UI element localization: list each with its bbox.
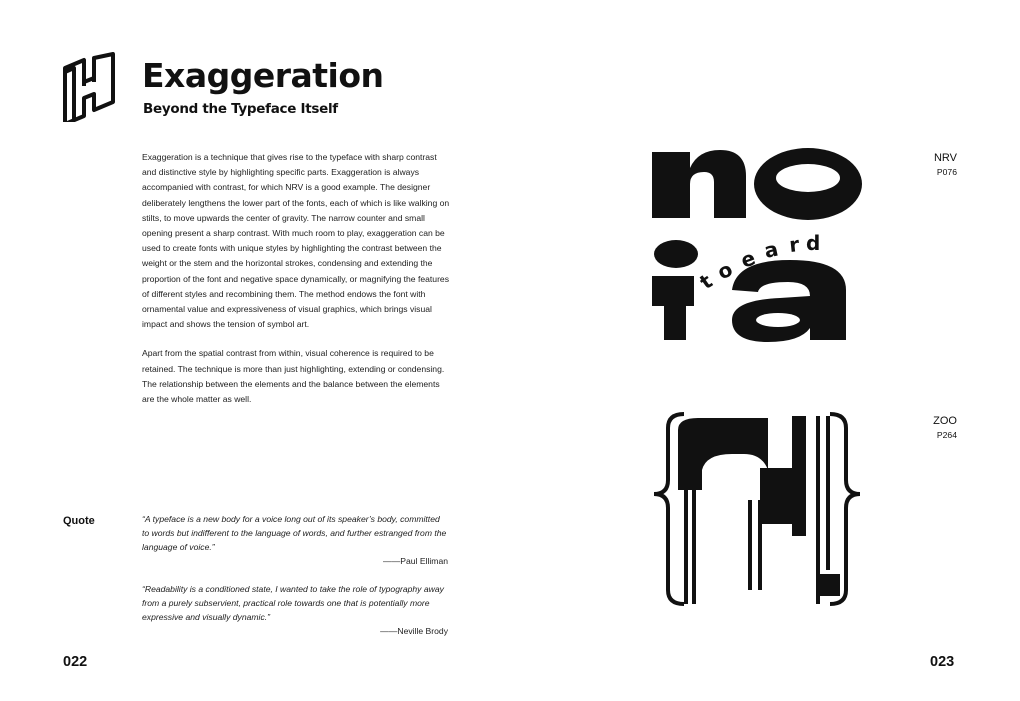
- figure-name: ZOO: [933, 415, 957, 427]
- svg-text:o: o: [713, 256, 737, 285]
- svg-text:t: t: [695, 268, 717, 295]
- figure-page: P076: [936, 167, 957, 177]
- svg-text:r: r: [788, 232, 801, 257]
- quote-block: [142, 583, 448, 639]
- figure-name: NRV: [933, 152, 957, 164]
- zoo-specimen: [648, 410, 866, 610]
- figure-page: P264: [936, 430, 957, 440]
- body-paragraph: Exaggeration is a technique that gives rise to the typeface with sharp contrast and distinctive style by highlighting specific parts. Exaggeration is always accompanied with contrast, for which NRV is a good example. The designer deliberately lengthens the lower part of the fonts, each of which is like walking on stilts, to move upwards the center of gravity. The narrow counter and small opening present a sharp contrast. With much room to play, exaggeration can be used to create fonts with unique styles by highlighting the contrast between the weight or the stem and the horizontal strokes, condensing and extending the proportion of the font and negative space dynamically, or magnifying the features of different styles and recombining them. The method endows the font with ornamental value and expressiveness of visual graphics, which brings visual impact and shows the tension of symbol art.: [142, 152, 450, 330]
- quote-author: ——Neville Brody: [380, 626, 448, 637]
- svg-text:a: a: [762, 236, 781, 263]
- zoo-specimen-artwork: [648, 410, 866, 610]
- page-number-right: 023: [930, 654, 955, 670]
- quote-label: Quote: [63, 515, 95, 527]
- body-text: [142, 150, 452, 421]
- page-number-left: 022: [63, 654, 88, 670]
- quote-text: “Readability is a conditioned state, I wanted to take the role of typography away from a purely subservient, practical role towards one that is potentially more expressive and visually dynamic.”: [142, 584, 444, 622]
- svg-text:e: e: [737, 245, 759, 273]
- page-title: Exaggeration: [142, 56, 384, 95]
- svg-text:d: d: [806, 231, 821, 255]
- 3d-letter-h-icon: [60, 52, 118, 122]
- nrv-specimen: [640, 140, 870, 350]
- quote-author: ——Paul Elliman: [383, 556, 448, 567]
- nrv-specimen-artwork: [640, 140, 870, 350]
- quote-block: [142, 513, 448, 569]
- page-subtitle: Beyond the Typeface Itself: [143, 101, 338, 117]
- quote-text: “A typeface is a new body for a voice long out of its speaker’s body, committed to words but indifferent to the language of words, and further estranged from the language of voice.”: [142, 514, 447, 552]
- body-paragraph: Apart from the spatial contrast from within, visual coherence is required to be retained. The technique is more than just highlighting, extending or condensing. The relationship between the elements and the balance between the elements are the whole matter as well.: [142, 348, 445, 405]
